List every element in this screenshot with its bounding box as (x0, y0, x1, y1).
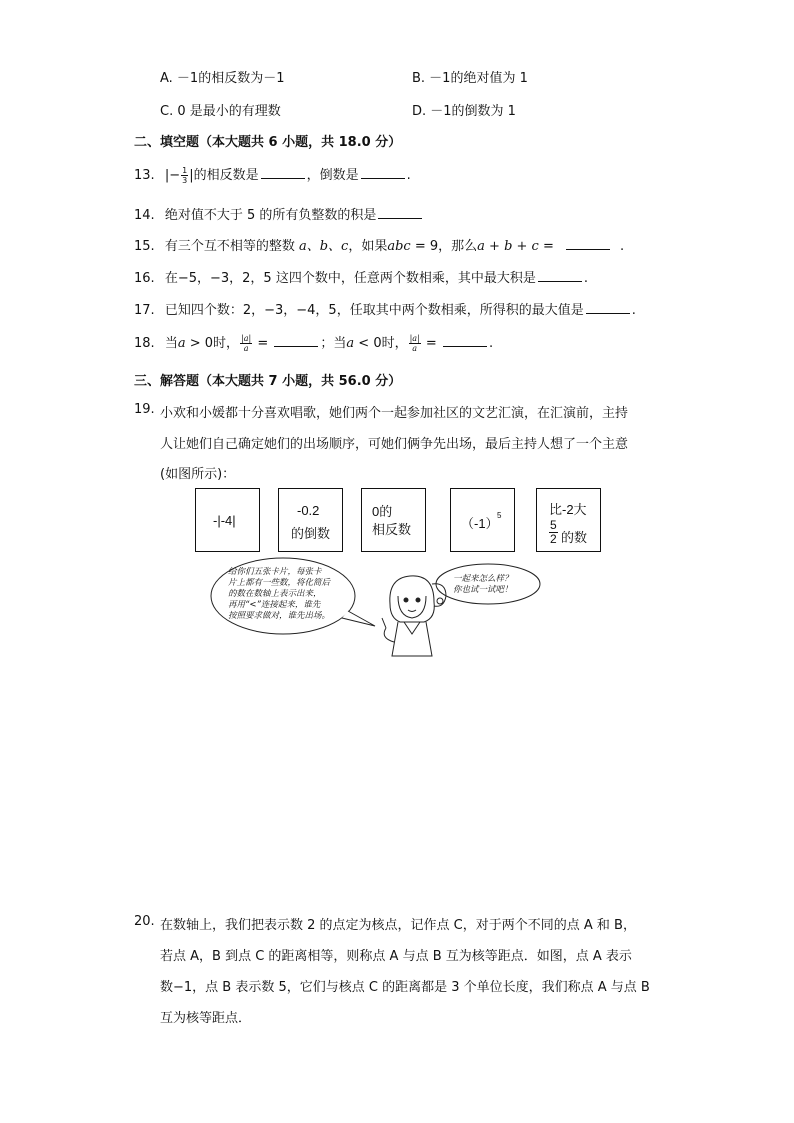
question-text: 已知四个数：2，−3，−4，5，任取其中两个数相乘，所得积的最大值是 (164, 303, 584, 318)
equation-2: = (538, 239, 558, 254)
question-number: 16. (134, 271, 155, 286)
card-3-line-2: 相反数 (372, 522, 412, 537)
expression-1: abc (387, 239, 411, 254)
question-19-line-2: 人让她们自己确定她们的出场顺序，可她们俩争先出场，最后主持人想了一个主意 (160, 437, 629, 452)
question-20-line-1: 在数轴上，我们把表示数 2 的点定为核点，记作点 C，对于两个不同的点 A 和 B， (160, 918, 636, 933)
fraction-denominator: a (412, 344, 418, 353)
section-2-title: 二、填空题（本大题共 6 小题，共 18.0 分） (134, 135, 402, 150)
question-number: 14. (134, 208, 155, 223)
fraction-2 (409, 334, 421, 353)
fraction (181, 166, 188, 185)
answer-blank-2[interactable] (361, 166, 405, 179)
question-13 (134, 164, 411, 185)
fraction-numerator: |a| (409, 334, 420, 343)
answer-blank[interactable] (274, 334, 318, 347)
answer-blank[interactable] (378, 206, 422, 219)
bubble-line: 按照要求做对，谁先出场。 (228, 611, 331, 621)
choice-d: D. －1的倒数为 1 (412, 104, 516, 119)
bubble-line: 片上都有一些数，将化简后 (228, 578, 331, 588)
girl-hand (382, 618, 394, 642)
answer-blank-2[interactable] (443, 334, 487, 347)
variable-a-2: a (346, 336, 355, 351)
question-number: 13. (134, 168, 155, 183)
card-5-fraction (549, 519, 558, 546)
abs-open: |− (164, 168, 181, 183)
answer-blank[interactable] (586, 301, 630, 314)
card-1 (195, 488, 260, 552)
card-5-line-2: 的数 (561, 530, 588, 545)
thought-dot-1 (437, 598, 443, 604)
card-4-exponent: 5 (497, 511, 502, 520)
bubble-line: 的数在数轴上表示出来， (228, 589, 322, 599)
question-20-line-2: 若点 A，B 到点 C 的距离相等，则称点 A 与点 B 互为核等距点．如图，点 A 表示 (160, 949, 632, 964)
card-3-line-1: 0的 (372, 504, 393, 519)
card-4 (450, 488, 515, 552)
girl-eye-left (404, 598, 408, 602)
condition-1: > 0时， (185, 336, 240, 351)
card-5-numerator: 5 (550, 518, 557, 532)
end-mark: . (620, 239, 625, 254)
question-text-2: ，倒数是 (306, 168, 359, 183)
end-mark: . (583, 271, 588, 286)
question-text-2: ，如果 (348, 239, 388, 254)
bubble-line: 一起来怎么样？ (453, 574, 513, 584)
fraction-numerator: |a| (241, 334, 252, 343)
question-20-line-3: 数−1，点 B 表示数 5，它们与核点 C 的距离都是 3 个单位长度，我们称点 A 与点 B (160, 980, 650, 995)
section-3-title: 三、解答题（本大题共 7 小题，共 56.0 分） (134, 374, 402, 389)
card-5 (536, 488, 601, 552)
question-19-line-1: 小欢和小媛都十分喜欢唱歌，她们两个一起参加社区的文艺汇演，在汇演前，主持 (160, 406, 629, 421)
expression-2: a + b + c (477, 239, 539, 254)
card-3 (361, 488, 426, 552)
question-number: 17. (134, 303, 155, 318)
question-text: 当 (164, 336, 178, 351)
card-2 (278, 488, 343, 552)
equals: = (253, 336, 273, 351)
question-text: |的相反数是 (189, 168, 259, 183)
right-bubble-text (453, 574, 513, 596)
equals-2: = (421, 336, 441, 351)
girl-body (392, 622, 432, 656)
girl-eye-right (416, 598, 420, 602)
equation-1: = 9，那么 (410, 239, 478, 254)
question-20-line-4: 互为核等距点． (160, 1011, 252, 1026)
girl-collar (404, 622, 420, 634)
question-16 (134, 267, 588, 286)
answer-blank[interactable] (261, 166, 305, 179)
variables: a、b、c (294, 239, 349, 254)
question-19-number: 19. (134, 402, 155, 417)
question-18 (134, 332, 493, 353)
question-text: 在−5，−3，2，5 这四个数中，任意两个数相乘，其中最大积是 (164, 271, 536, 286)
question-17 (134, 299, 636, 318)
card-4-text: （-1） (461, 516, 499, 531)
card-2-line-2: 的倒数 (291, 526, 331, 541)
left-bubble-text (228, 567, 330, 622)
choice-c: C. 0 是最小的有理数 (160, 104, 281, 119)
card-5-line-1: 比-2大 (549, 502, 587, 517)
card-1-text: -|-4| (213, 513, 236, 528)
variable-a: a (177, 336, 186, 351)
separator: ；当 (320, 336, 347, 351)
girl-hair (390, 576, 434, 622)
choice-a: A. －1的相反数为－1 (160, 71, 285, 86)
question-15 (134, 235, 624, 254)
question-number: 15. (134, 239, 155, 254)
card-5-denominator: 2 (550, 532, 557, 546)
end-mark: . (631, 303, 636, 318)
bubble-line: 你也试一试吧！ (453, 585, 513, 595)
answer-blank[interactable] (566, 237, 610, 250)
fraction-denominator: 3 (182, 176, 188, 185)
choice-b: B. －1的绝对值为 1 (412, 71, 528, 86)
bubble-line: 再用“<”连接起来，谁先 (228, 600, 321, 610)
fraction (240, 334, 252, 353)
left-bubble-tail (342, 611, 375, 626)
end-mark: . (488, 336, 494, 351)
question-text: 有三个互不相等的整数 (164, 239, 295, 254)
question-text: 绝对值不大于 5 的所有负整数的积是 (164, 208, 377, 223)
question-19-line-3: (如图所示)： (160, 467, 236, 482)
fraction-numerator: 1 (182, 166, 188, 175)
fraction-denominator: a (243, 344, 249, 353)
bubble-line: 给你们五张卡片，每张卡 (228, 567, 322, 577)
question-number: 18. (134, 336, 155, 351)
question-14 (134, 204, 424, 223)
end-mark: . (406, 168, 411, 183)
answer-blank[interactable] (538, 269, 582, 282)
card-2-line-1: -0.2 (297, 503, 320, 518)
question-20-number: 20. (134, 914, 155, 929)
condition-2: < 0时， (354, 336, 408, 351)
